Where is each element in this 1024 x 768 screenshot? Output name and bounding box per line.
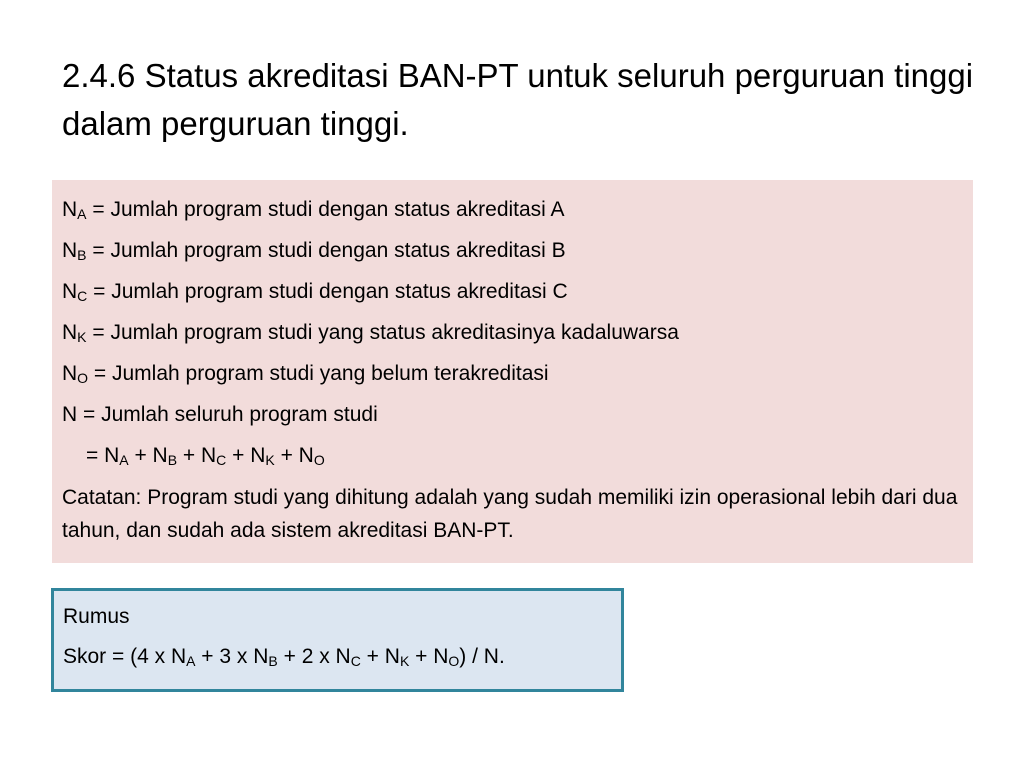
subscript: K [399, 653, 410, 669]
definition-no [62, 352, 961, 393]
definitions-box [52, 180, 973, 563]
symbol: N [62, 239, 78, 262]
sum-formula [62, 434, 961, 475]
definition-text: = Jumlah program studi yang belum terakreditasi [88, 362, 549, 385]
definition-text: = Jumlah program studi dengan status akreditasi B [86, 239, 566, 262]
slide-title: 2.4.6 Status akreditasi BAN-PT untuk seluruh perguruan tinggi dalam perguruan tinggi. [62, 57, 974, 142]
subscript: B [167, 452, 178, 468]
symbol: N [62, 280, 78, 303]
sum-part: + N [274, 444, 314, 467]
score-formula [63, 637, 612, 677]
subscript: O [448, 653, 460, 669]
definition-nc [62, 270, 961, 311]
definition-n-total: N = Jumlah seluruh program studi [62, 403, 378, 426]
subscript: K [77, 329, 87, 345]
definition-na [62, 188, 961, 229]
sum-part: = N [86, 444, 120, 467]
definition-text: = Jumlah program studi yang status akreditasinya kadaluwarsa [86, 321, 679, 344]
subscript: C [77, 288, 88, 304]
formula-part: + N [360, 645, 400, 668]
formula-part: ) / N. [459, 645, 505, 668]
sum-part: + N [177, 444, 217, 467]
subscript: B [268, 653, 278, 669]
subscript: B [77, 247, 87, 263]
definition-nk [62, 311, 961, 352]
subscript: A [77, 206, 87, 222]
subscript: A [119, 452, 129, 468]
sum-part: + N [226, 444, 266, 467]
subscript: K [265, 452, 275, 468]
subscript: A [186, 653, 196, 669]
subscript: C [216, 452, 227, 468]
formula-part: + 2 x N [277, 645, 351, 668]
formula-part: + 3 x N [195, 645, 269, 668]
formula-part: Skor = (4 x N [63, 645, 187, 668]
subscript: O [313, 452, 325, 468]
symbol: N [62, 362, 78, 385]
subscript: C [350, 653, 361, 669]
sum-part: + N [128, 444, 168, 467]
definition-text: = Jumlah program studi dengan status akreditasi C [87, 280, 568, 303]
definition-text: = Jumlah program studi dengan status akreditasi A [86, 198, 565, 221]
symbol: N [62, 198, 78, 221]
formula-part: + N [409, 645, 449, 668]
subscript: O [77, 370, 89, 386]
formula-heading: Rumus [63, 605, 130, 628]
formula-box [51, 588, 624, 692]
note-text: Catatan: Program studi yang dihitung adalah yang sudah memiliki izin operasional lebih dari dua tahun, dan sudah ada sistem akreditasi BAN-PT. [62, 486, 958, 542]
symbol: N [62, 321, 78, 344]
definition-nb [62, 229, 961, 270]
